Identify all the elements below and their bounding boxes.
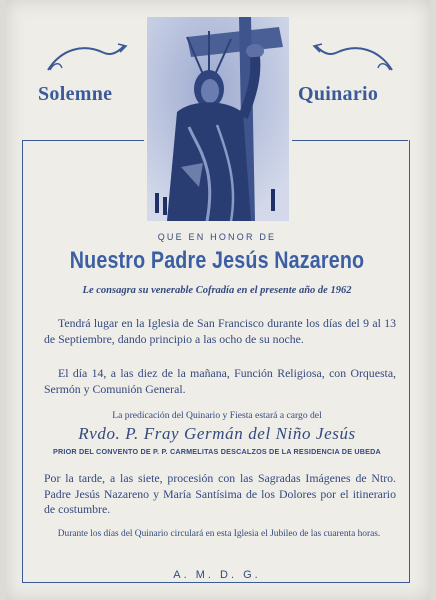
paragraph-dates: Tendrá lugar en la Iglesia de San Francisco durante los días del 9 al 13 de Septiembre, dando principio a las ocho de su noche. [44,316,396,346]
paragraph-procession: Por la tarde, a las siete, procesión con las Sagradas Imágenes de Ntro. Padre Jesús Nazareno y María Santísima de los Dolores por el itinerario de costumbre. [44,471,396,517]
title-right-word: Quinario [298,83,379,105]
title-left-word: Solemne [38,83,113,105]
predicacion-line: La predicación del Quinario y Fiesta estará a cargo del [112,410,322,421]
preacher-name: Rvdo. P. Fray Germán del Niño Jesús [78,424,356,443]
flourish-right [312,40,396,76]
paragraph-function: El día 14, a las diez de la mañana, Función Religiosa, con Orquesta, Sermón y Comunión General. [44,366,396,396]
prior-line: PRIOR DEL CONVENTO DE P. P. CARMELITAS DESCALZOS DE LA RESIDENCIA DE UBEDA [53,447,381,456]
main-title: Nuestro Padre Jesús Nazareno [69,247,365,274]
nazareno-portrait [147,17,289,221]
intro-line: QUE EN HONOR DE [157,232,277,242]
flourish-left [44,40,128,76]
jubileo-line: Durante los días del Quinario circulará en esta Iglesia el Jubileo de las cuarenta horas. [57,529,381,539]
consagra-line: Le consagra su venerable Cofradía en el presente año de 1962 [82,285,352,296]
frame-top-left [22,140,144,141]
footer-amdg: A. M. D. G. [173,569,261,581]
frame-top-right [292,140,408,141]
